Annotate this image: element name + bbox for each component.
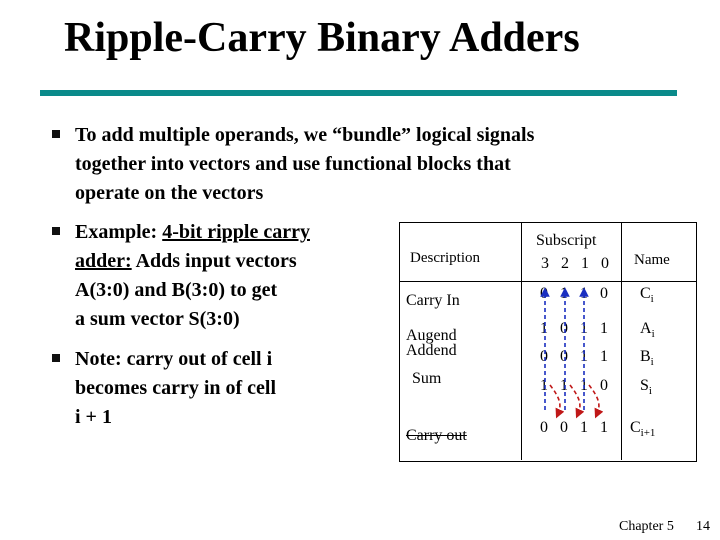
bullet-text-line: A(3:0) and B(3:0) to get xyxy=(75,279,278,301)
bullet-text-segment: Adds input vectors xyxy=(131,250,297,272)
header-subscript: Subscript xyxy=(536,232,597,249)
sum-output-curves xyxy=(550,385,599,414)
row-bits: 0 0 1 1 xyxy=(540,348,612,365)
row-bits: 1 0 1 1 xyxy=(540,320,612,337)
row-bits: 0 0 1 1 xyxy=(540,419,612,436)
row-bits: 0 1 1 0 xyxy=(540,285,612,302)
bullet-text-line: a sum vector S(3:0) xyxy=(75,308,240,330)
slide-title: Ripple-Carry Binary Adders xyxy=(64,15,580,61)
chapter-label: Chapter 5 xyxy=(619,519,674,534)
bullet-text-line: To add multiple operands, we “bundle” logical signals xyxy=(75,124,535,146)
row-description: Carry In xyxy=(406,292,460,309)
bullet-text-line: i + 1 xyxy=(75,406,112,428)
name-base: A xyxy=(640,320,652,337)
header-subscript-digits: 3 2 1 0 xyxy=(541,255,613,272)
row-description: Augend xyxy=(406,327,457,344)
name-subscript: i xyxy=(650,356,654,369)
row-description: Carry out xyxy=(406,427,467,444)
header-name: Name xyxy=(634,252,670,268)
bullet-text-line: Note: carry out of cell i xyxy=(75,348,273,370)
sum-arrow xyxy=(550,385,560,414)
underlined-text: adder: xyxy=(75,250,132,272)
name-subscript: i xyxy=(648,385,652,398)
bullet-text-line: becomes carry in of cell xyxy=(75,377,277,399)
row-description: Addend xyxy=(406,342,457,359)
row-description: Sum xyxy=(412,370,442,387)
name-subscript: i xyxy=(650,293,654,306)
name-base: C xyxy=(630,419,641,436)
bullet-text-line: operate on the vectors xyxy=(75,182,264,204)
sum-arrow xyxy=(589,385,599,414)
name-base: B xyxy=(640,348,651,365)
bullet-text-segment: Example: xyxy=(75,221,163,243)
name-base: S xyxy=(640,377,649,394)
carry-ripple-lines xyxy=(545,292,584,410)
bullet-text-line: together into vectors and use functional blocks that xyxy=(75,153,511,175)
name-subscript: i+1 xyxy=(640,427,656,440)
page-number: 14 xyxy=(696,519,710,534)
sum-arrow xyxy=(570,385,580,414)
header-description: Description xyxy=(410,250,480,266)
name-subscript: i xyxy=(651,328,655,341)
row-bits: 1 1 1 0 xyxy=(540,377,612,394)
name-base: C xyxy=(640,285,651,302)
underlined-text: 4-bit ripple carry xyxy=(162,221,310,243)
